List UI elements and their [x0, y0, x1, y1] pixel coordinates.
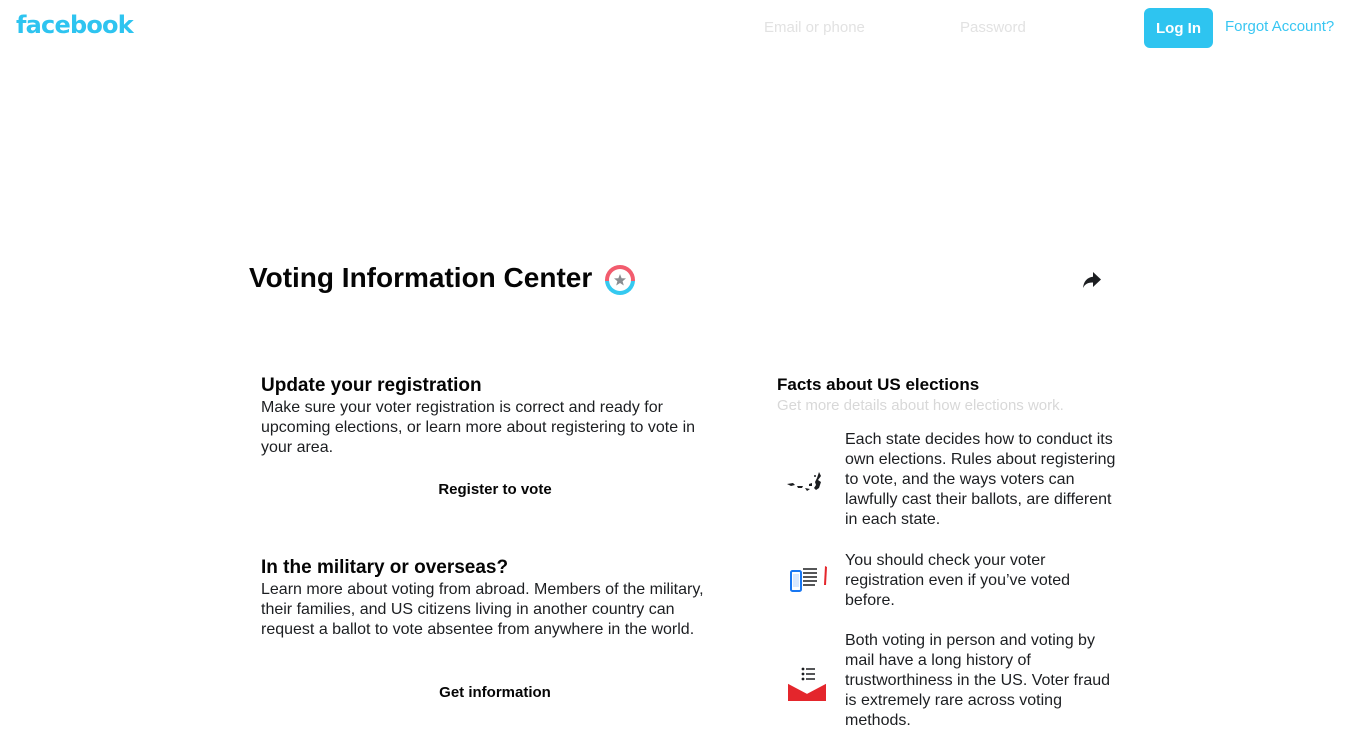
- register-to-vote-button[interactable]: Register to vote: [438, 481, 552, 498]
- fact-text: You should check your voter registration even if you’ve voted before.: [845, 552, 1071, 609]
- military-card: [261, 556, 731, 701]
- get-information-button[interactable]: Get information: [439, 684, 551, 701]
- military-card-body: Learn more about voting from abroad. Members of the military, their families, and US citizens living in another country can request a ballot to vote absentee from anywhere in the world.: [261, 581, 704, 638]
- voting-badge-icon: [604, 264, 636, 296]
- forgot-account-link[interactable]: Forgot Account?: [1225, 18, 1335, 35]
- registration-check-icon: [783, 561, 831, 609]
- facts-panel: [777, 374, 1117, 729]
- email-field[interactable]: [764, 12, 934, 42]
- fact-text: Both voting in person and voting by mail have a long history of trustworthiness in the US. Voter fraud is extremely rare across voting methods.: [845, 632, 1111, 729]
- mail-ballot-icon: [783, 659, 831, 707]
- facebook-logo[interactable]: facebook: [16, 11, 133, 39]
- top-bar: [0, 0, 1366, 56]
- registration-card-body: Make sure your voter registration is correct and ready for upcoming elections, or learn more about registering to vote in your area.: [261, 399, 696, 456]
- login-button[interactable]: Log In: [1144, 8, 1213, 48]
- facts-subtitle[interactable]: Get more details about how elections work.: [777, 397, 1064, 414]
- registration-card: [261, 374, 731, 498]
- registration-card-title: Update your registration: [261, 375, 482, 396]
- page-title: Voting Information Center: [249, 262, 593, 293]
- fact-text: Each state decides how to conduct its own elections. Rules about registering to vote, and the ways voters can lawfully cast their ballots, are different in each state.: [845, 431, 1116, 528]
- us-map-icon: [783, 458, 831, 506]
- facts-title: Facts about US elections: [777, 375, 980, 394]
- password-field[interactable]: [960, 12, 1100, 42]
- share-icon[interactable]: [1081, 269, 1103, 291]
- military-card-title: In the military or overseas?: [261, 557, 509, 578]
